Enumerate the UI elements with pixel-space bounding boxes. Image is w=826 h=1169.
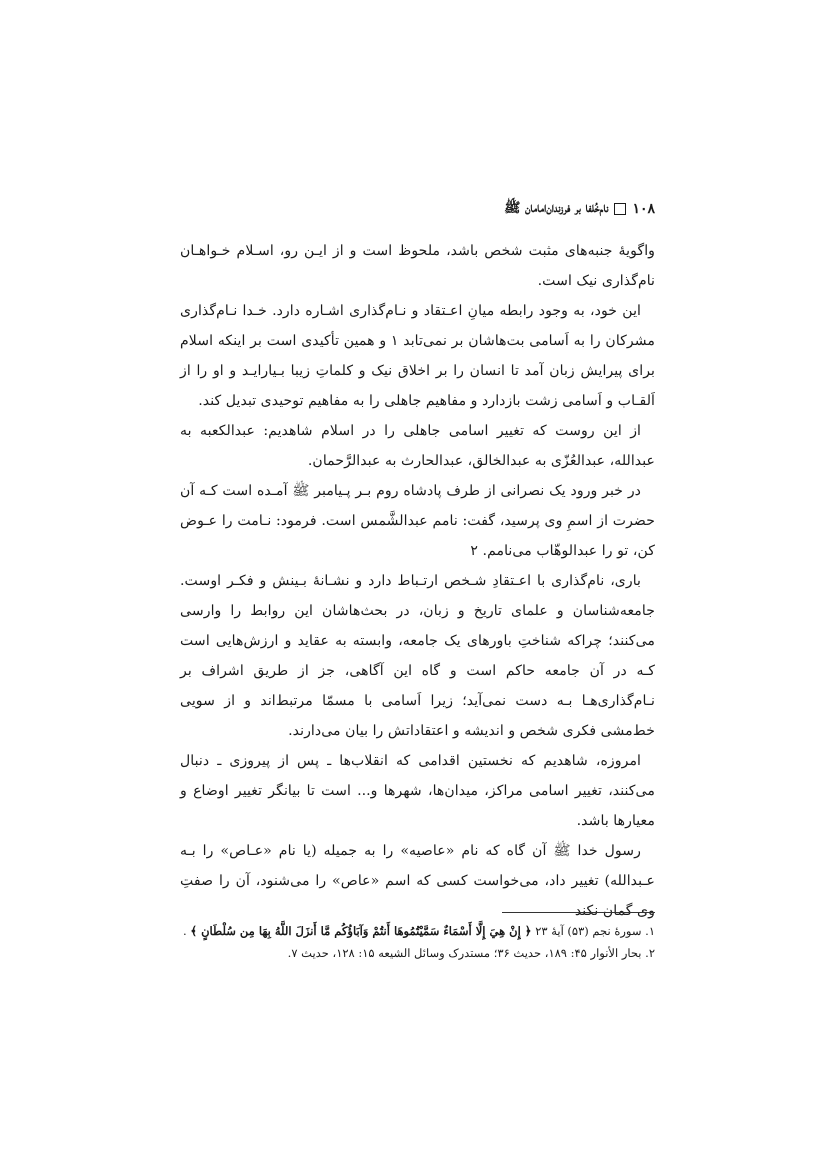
paragraph: امروزه، شاهدیم که نخستین اقدامی که انقلاب‌ها ـ پس از پیروزی ـ دنبال می‌کنند، تغییر اسامی مراکز، میدان‌ها، شهرها و... است تا بیانگر تغییر اوضاع و معیارها باشد. — [180, 753, 655, 829]
running-header — [180, 198, 655, 220]
footnote-divider — [502, 912, 655, 913]
footnote-1-end: . — [183, 924, 187, 938]
square-bullet-icon — [614, 203, 626, 215]
footnote-2-source: ۲. بحار الأنوار ۴۵: ۱۸۹، حدیث ۳۶؛ مستدرک وسائل الشیعه ۱۵: ۱۲۸، حدیث ۷. — [287, 946, 655, 960]
footnote-2 — [180, 942, 655, 964]
paragraph: رسول خدا ﷺ آن گاه که نام «عاصیه» را به جمیله (یا نام «عـاص» را بـه عـبدالله) تغییر داد، می‌خواست کسی که اسم «عاص» را می‌شنود، آن را صفتِ وی گمان نکند — [180, 843, 655, 919]
running-title: نام‌خُلفا بر فرزندان‌امامان ﷺ — [504, 200, 609, 216]
paragraph: واگویهٔ جنبه‌های مثبت شخص باشد، ملحوظ است و از ایـن رو، اسـلام خـواهـان نام‌گذاری نیک است. — [180, 243, 655, 289]
footnotes — [180, 920, 655, 964]
footnote-1 — [180, 920, 655, 942]
page-number: ۱۰۸ — [632, 201, 655, 217]
paragraph: باری، نام‌گذاری با اعـتقادِ شـخص ارتـباط دارد و نشـانهٔ بـینش و فکـر اوست. جامعه‌شناسان و علمای تاریخ و زبان، در بحث‌هاشان این روابط را وارسی می‌کنند؛ چراکه شناختِ باورهای یک جامعه، وابسته به عقاید و ارزش‌هایی است کـه در آن جامعه حاکم است و گاه این آگاهی، جز از طریق اشراف بر نـام‌گذاری‌هـا بـه دست نمی‌آید؛ زیرا اَسامی با مسمّا مرتبط‌اند و از سویی خط‌مشی فکری شخص و اندیشه و اعتقاداتش را بیان می‌دارند. — [180, 573, 655, 739]
footnote-1-source: ۱. سورهٔ نجم (۵۳) آیهٔ ۲۳ — [531, 924, 655, 938]
paragraph: این خود، به وجود رابطه میانِ اعـتقاد و نـام‌گذاری اشـاره دارد. خـدا نـام‌گذاری مشرکان را به اَسامی بت‌هاشان بر نمی‌تابد ۱ و همین تأکیدی است بر اینکه اسلام برای پیرایش زبان آمد تا انسان را بر اخلاق نیک و کلماتِ زیبا بـیارایـد و او را از اَلقـاب و اَسامی زشت بازدارد و مفاهیم جاهلی را به مفاهیم توحیدی تبدیل کند. — [180, 303, 655, 409]
paragraph: از این روست که تغییر اسامی جاهلی را در اسلام شاهدیم: عبدالکعبه به عبدالله، عبدالعُزّی به عبدالخالق، عبدالحارث به عبدالرَّحمان. — [180, 423, 655, 469]
paragraph: در خبر ورود یک نصرانی از طرف پادشاه روم بـر پـیامبر ﷺ آمـده است کـه آن حضرت از اسمِ وی پرسید، گفت: نامم عبدالشَّمس است. فرمود: نـامت را عـوض کن، تو را عبدالوهّاب می‌نامم. ۲ — [180, 483, 655, 559]
footnote-1-verse: ﴿ إِنْ هِيَ إِلَّا أَسْمَاءٌ سَمَّيْتُمُوهَا أَنتُمْ وَآبَاؤُكُم مَّا أَنزَلَ اللَّهُ بِهَا مِن سُلْطَانٍ ﴾ — [190, 924, 532, 938]
main-text — [180, 236, 655, 926]
